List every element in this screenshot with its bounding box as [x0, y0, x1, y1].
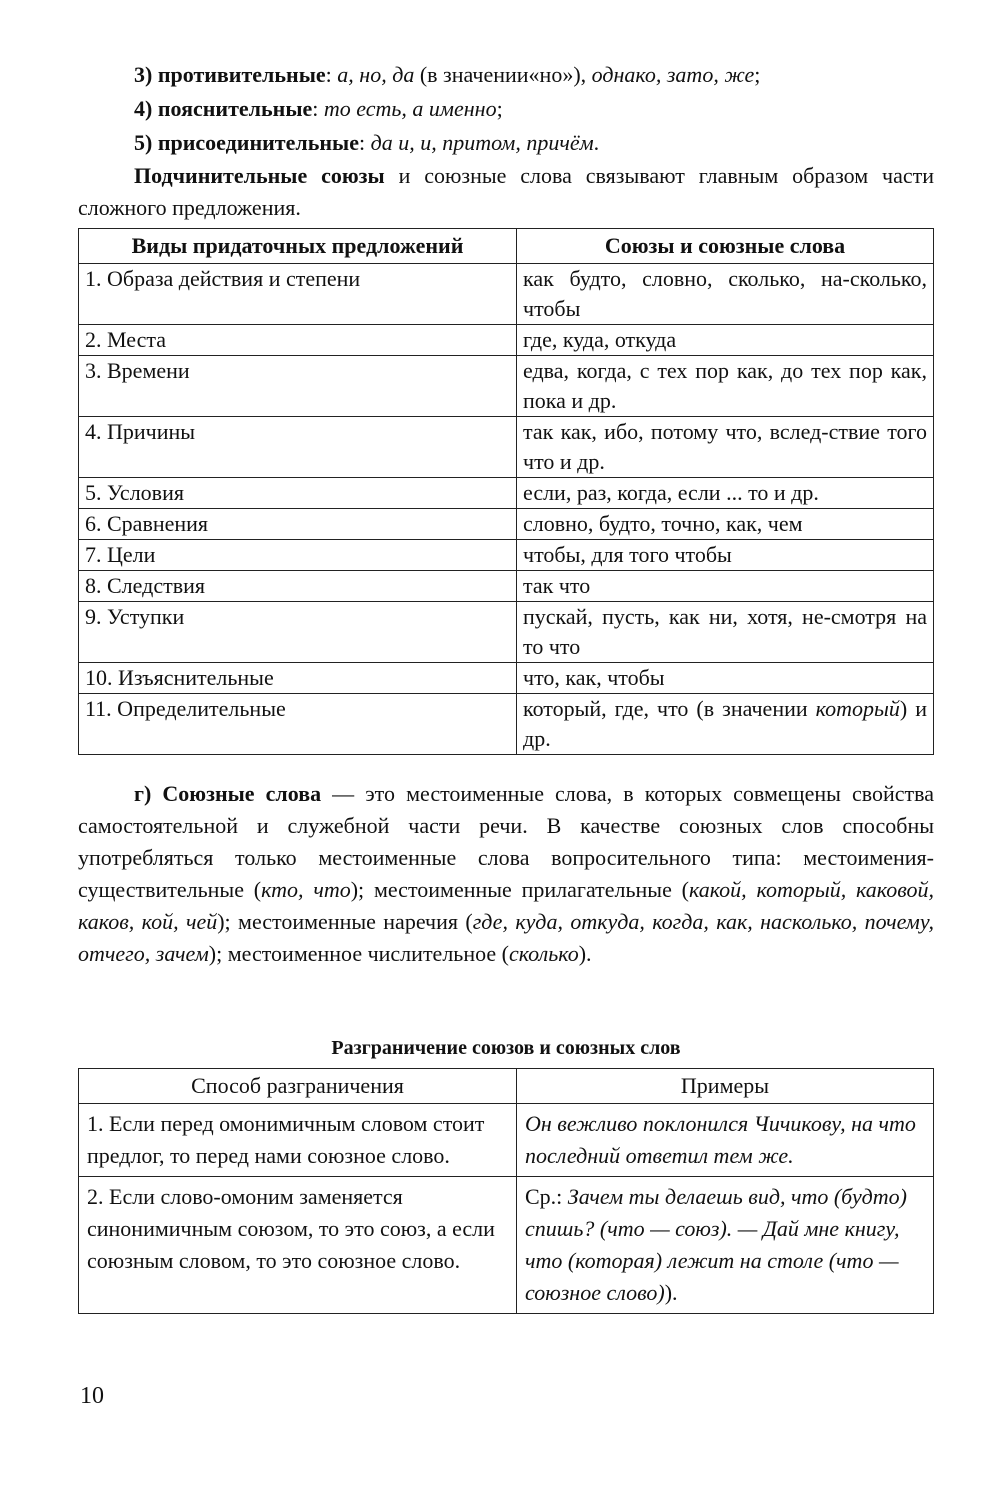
- column-header: Способ разграничения: [79, 1069, 517, 1104]
- table-row: 11. Определительные который, где, что (в значении который) и др.: [79, 694, 934, 755]
- table-row: 1. Если перед омонимичным словом стоит предлог, то перед нами союзное слово. Он вежливо поклонился Чичикову, на что последний ответил тем же.: [79, 1104, 934, 1177]
- table-row: 6. Сравнения словно, будто, точно, как, чем: [79, 509, 934, 540]
- subordinate-clauses-table: [78, 228, 934, 755]
- column-header: Примеры: [517, 1069, 934, 1104]
- subordinate-conjunctions-paragraph: Подчинительные союзы и союзные слова связывают главным образом части сложного предложения.: [78, 163, 934, 220]
- table-row: 2. Если слово-омоним заменяется синонимичным союзом, то это союз, а если союзным словом, то это союзное слово. Ср.: Зачем ты делаешь вид, что (будто) спишь? (что — союз). — Дай мне книгу, что (которая) лежит на столе (что — союзное слово)).: [79, 1177, 934, 1314]
- table-row: 1. Образа действия и степени как будто, словно, сколько, на-сколько, чтобы: [79, 264, 934, 325]
- list-item: 3) противительные: а, но, да (в значении«но»), однако, зато, же;: [134, 62, 761, 87]
- table-header-row: [79, 229, 934, 264]
- column-header: Виды придаточных предложений: [79, 229, 517, 264]
- list-item: 4) пояснительные: то есть, а именно;: [134, 96, 503, 121]
- conjunction-types-list: [78, 58, 934, 160]
- table-row: 9. Уступки пускай, пусть, как ни, хотя, не-смотря на то что: [79, 602, 934, 663]
- table-row: 8. Следствия так что: [79, 571, 934, 602]
- column-header: Союзы и союзные слова: [517, 229, 934, 264]
- table-title: Разграничение союзов и союзных слов: [331, 1037, 681, 1059]
- table-row: 2. Места где, куда, откуда: [79, 325, 934, 356]
- distinction-table: [78, 1068, 934, 1314]
- table-row: 3. Времени едва, когда, с тех пор как, до тех пор как, пока и др.: [79, 356, 934, 417]
- table-header-row: [79, 1069, 934, 1104]
- table-row: 5. Условия если, раз, когда, если ... то и др.: [79, 478, 934, 509]
- list-item: 5) присоединительные: да и, и, притом, причём.: [134, 130, 600, 155]
- union-words-paragraph: г) Союзные слова — это местоименные слова, в которых совмещены свойства самостоятельной и служебной части речи. В качестве союзных слов способны употребляться только местоименные слова вопросительного типа: местоимения-существительные (кто, что); местоименные прилагательные (какой, который, каковой, каков, кой, чей); местоименные наречия (где, куда, откуда, когда, как, насколько, почему, отчего, зачем); местоименное числительное (сколько).: [78, 781, 935, 966]
- table-row: 4. Причины так как, ибо, потому что, вслед-ствие того что и др.: [79, 417, 934, 478]
- page-number: 10: [80, 1383, 104, 1409]
- table-row: 7. Цели чтобы, для того чтобы: [79, 540, 934, 571]
- table-row: 10. Изъяснительные что, как, чтобы: [79, 663, 934, 694]
